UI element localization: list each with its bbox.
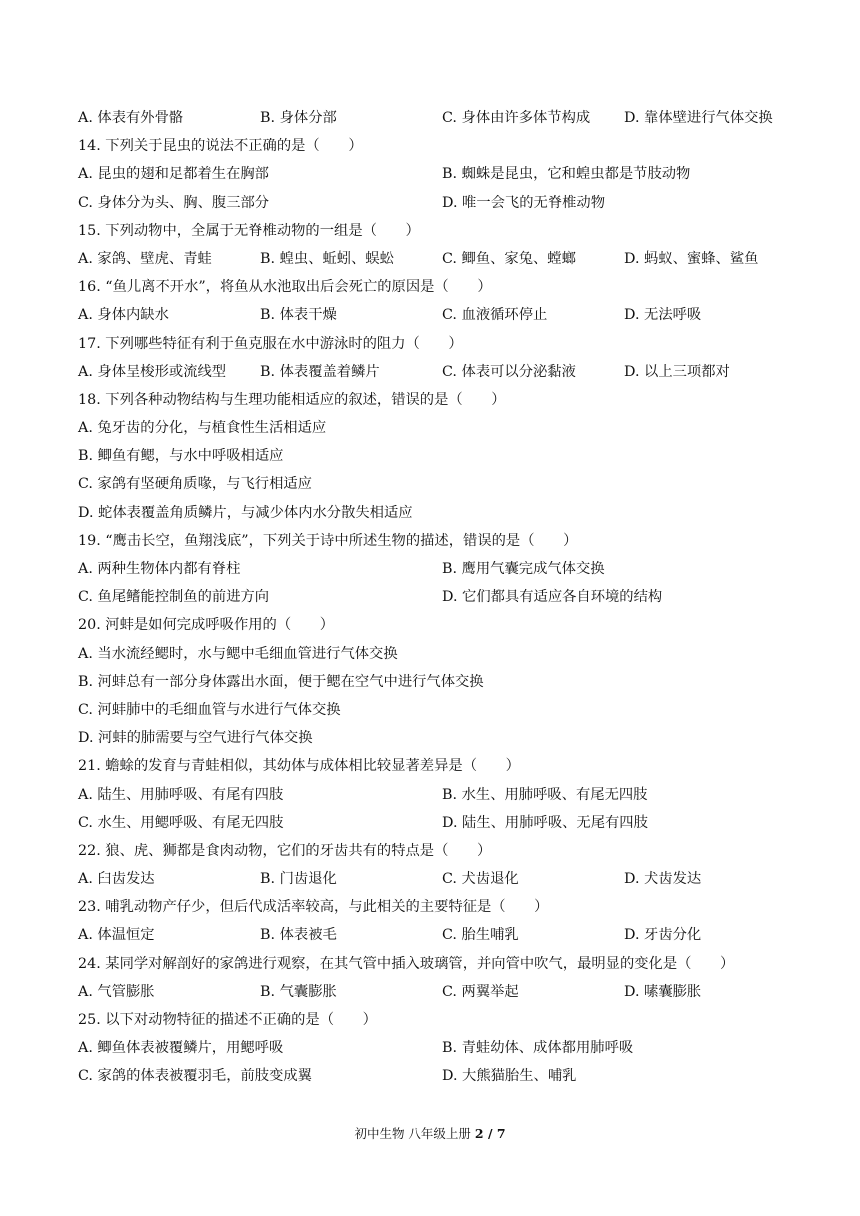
question-stem: 25. 以下对动物特征的描述不正确的是（ ） — [78, 1012, 377, 1028]
question-options — [78, 978, 798, 1006]
question-options — [78, 1062, 798, 1090]
question-stem: 16. “鱼儿离不开水”，将鱼从水池取出后会死亡的原因是（ ） — [78, 279, 492, 296]
question-stem: 23. 哺乳动物产仔少，但后代成活率较高，与此相关的主要特征是（ ） — [78, 899, 549, 916]
option-c: C. 家鸽的体表被覆羽毛，前肢变成翼 — [78, 1068, 312, 1085]
question-stem: 14. 下列关于昆虫的说法不正确的是（ ） — [78, 138, 363, 155]
option-d: D. 大熊猫胎生、哺乳 — [442, 1068, 577, 1085]
option-d: D. 牙齿分化 — [624, 927, 702, 944]
question-options — [78, 358, 798, 386]
option-c: C. 水生、用鳃呼吸、有尾无四肢 — [78, 814, 284, 831]
footer-text: 初中生物 八年级上册 — [354, 1126, 475, 1141]
option-b: B. 气囊膨胀 — [260, 983, 337, 1000]
question-options — [78, 189, 798, 217]
question-options — [78, 301, 798, 329]
option-c: C. 家鸽有坚硬角质喙，与飞行相适应 — [78, 476, 312, 493]
question-options — [78, 781, 798, 809]
option-a: A. 兔牙齿的分化，与植食性生活相适应 — [78, 420, 327, 437]
option-d: D. 蛇体表覆盖角质鳞片，与减少体内水分散失相适应 — [78, 504, 413, 521]
option-b: B. 身体分部 — [260, 110, 337, 126]
option-c: C. 血液循环停止 — [442, 307, 548, 324]
option-d: D. 蚂蚁、蜜蜂、鲨鱼 — [624, 250, 759, 267]
option-b: B. 蝗虫、蚯蚓、蜈蚣 — [260, 250, 394, 267]
option-d: D. 靠体壁进行气体交换 — [624, 110, 773, 126]
option-b: B. 体表干燥 — [260, 307, 337, 324]
option-d: D. 无法呼吸 — [624, 307, 702, 324]
option-a: A. 身体呈梭形或流线型 — [78, 363, 227, 380]
option-b: B. 河蚌总有一部分身体露出水面，便于鳃在空气中进行气体交换 — [78, 673, 484, 690]
question-options — [78, 921, 798, 949]
question-options — [78, 583, 798, 611]
option-a: A. 家鸽、壁虎、青蛙 — [78, 250, 212, 267]
page-footer — [0, 1124, 860, 1144]
question-options — [78, 865, 798, 893]
question-stem: 20. 河蚌是如何完成呼吸作用的（ ） — [78, 617, 335, 634]
option-b: B. 蜘蛛是昆虫，它和蝗虫都是节肢动物 — [442, 166, 691, 183]
option-a: A. 昆虫的翅和足都着生在胸部 — [78, 166, 269, 183]
option-b: B. 体表覆盖着鳞片 — [260, 363, 380, 380]
page-number: 2 / 7 — [474, 1126, 506, 1141]
option-a: A. 两种生物体内都有脊柱 — [78, 561, 241, 577]
option-c: C. 犬齿退化 — [442, 871, 519, 888]
option-d: D. 陆生、用肺呼吸、无尾有四肢 — [442, 814, 648, 831]
question-list — [78, 104, 798, 1091]
option-b: B. 门齿退化 — [260, 871, 337, 888]
option-c: C. 身体由许多体节构成 — [442, 110, 591, 126]
option-b: B. 体表被毛 — [260, 927, 337, 944]
question-stem: 24. 某同学对解剖好的家鸽进行观察，在其气管中插入玻璃管，并向管中吹气，最明显的变化是（ ） — [78, 955, 735, 972]
option-a: A. 臼齿发达 — [78, 871, 155, 888]
option-c: C. 两翼举起 — [442, 983, 519, 1000]
option-c: C. 体表可以分泌黏液 — [442, 363, 576, 380]
q13-options — [78, 104, 798, 132]
option-a: A. 体表有外骨骼 — [78, 110, 184, 126]
question-stem: 17. 下列哪些特征有利于鱼克服在水中游泳时的阻力（ ） — [78, 335, 463, 352]
option-c: C. 身体分为头、胸、腹三部分 — [78, 194, 270, 211]
option-b: B. 鲫鱼有鳃，与水中呼吸相适应 — [78, 448, 284, 465]
question-options — [78, 160, 798, 188]
option-b: B. 水生、用肺呼吸、有尾无四肢 — [442, 786, 648, 803]
question-options — [78, 245, 798, 273]
question-stem: 21. 蟾蜍的发育与青蛙相似，其幼体与成体相比较显著差异是（ ） — [78, 758, 520, 775]
option-a: A. 陆生、用肺呼吸、有尾有四肢 — [78, 786, 284, 803]
option-d: D. 嗉囊膨胀 — [624, 983, 702, 1000]
option-b: B. 青蛙幼体、成体都用肺呼吸 — [442, 1040, 634, 1057]
option-c: C. 鱼尾鳍能控制鱼的前进方向 — [78, 589, 270, 606]
question-stem: 18. 下列各种动物结构与生理功能相适应的叙述，错误的是（ ） — [78, 391, 506, 408]
option-c: C. 鲫鱼、家兔、螳螂 — [442, 250, 576, 267]
option-c: C. 胎生哺乳 — [442, 927, 519, 944]
option-c: C. 河蚌肺中的毛细血管与水进行气体交换 — [78, 701, 341, 718]
option-d: D. 它们都具有适应各自环境的结构 — [442, 589, 663, 606]
question-stem: 22. 狼、虎、狮都是食肉动物，它们的牙齿共有的特点是（ ） — [78, 842, 492, 859]
option-a: A. 当水流经鳃时，水与鳃中毛细血管进行气体交换 — [78, 645, 398, 662]
question-options — [78, 1034, 798, 1062]
option-d: D. 河蚌的肺需要与空气进行气体交换 — [78, 730, 313, 747]
question-stem: 15. 下列动物中，全属于无脊椎动物的一组是（ ） — [78, 222, 420, 239]
option-d: D. 唯一会飞的无脊椎动物 — [442, 194, 606, 211]
option-a: A. 气管膨胀 — [78, 983, 155, 1000]
question-options — [78, 555, 798, 583]
option-a: A. 鲫鱼体表被覆鳞片，用鳃呼吸 — [78, 1040, 284, 1057]
question-options — [78, 809, 798, 837]
option-a: A. 体温恒定 — [78, 927, 155, 944]
option-b: B. 鹰用气囊完成气体交换 — [442, 561, 605, 577]
option-d: D. 以上三项都对 — [624, 363, 730, 380]
option-d: D. 犬齿发达 — [624, 871, 702, 888]
question-stem: 19. “鹰击长空，鱼翔浅底”，下列关于诗中所述生物的描述，错误的是（ ） — [78, 532, 578, 549]
option-a: A. 身体内缺水 — [78, 307, 169, 324]
